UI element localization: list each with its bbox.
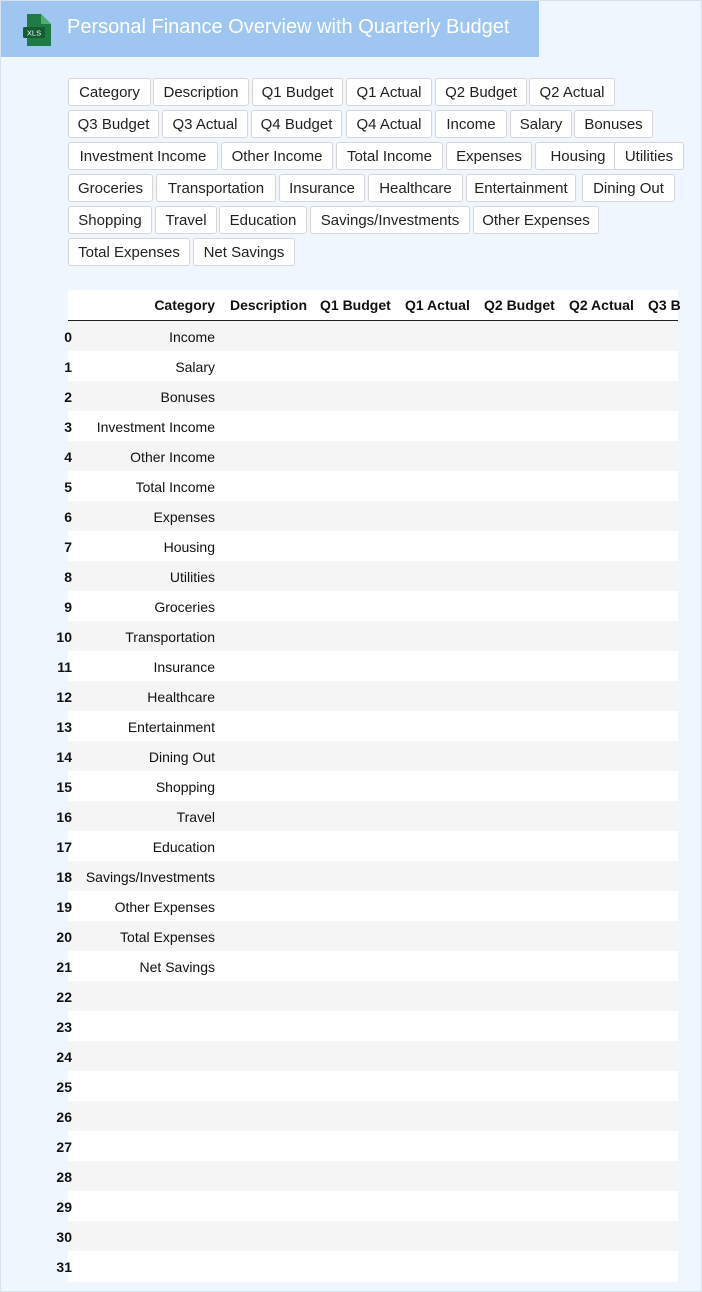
- column-header-q2-actual[interactable]: Q2 Actual: [569, 297, 634, 313]
- table-row[interactable]: [56, 711, 678, 741]
- category-cell: Education: [152, 839, 215, 855]
- column-toggle-q3-actual[interactable]: Q3 Actual: [162, 110, 248, 138]
- row-index: 26: [56, 1109, 72, 1125]
- table-row[interactable]: [56, 831, 678, 861]
- table-row[interactable]: [64, 381, 678, 411]
- row-index: 3: [64, 419, 72, 435]
- row-index: 29: [56, 1199, 72, 1215]
- column-toggle-investment-income[interactable]: Investment Income: [68, 142, 218, 170]
- category-cell: Expenses: [153, 509, 215, 525]
- data-grid: [56, 290, 681, 1282]
- column-header-q2-budget[interactable]: Q2 Budget: [484, 297, 555, 313]
- table-row[interactable]: [64, 321, 678, 351]
- column-toggle-net-savings[interactable]: Net Savings: [193, 238, 295, 266]
- column-header-q1-budget[interactable]: Q1 Budget: [320, 297, 391, 313]
- column-toggle-q2-actual[interactable]: Q2 Actual: [529, 78, 615, 106]
- category-cell: Income: [169, 329, 215, 345]
- column-toggle-expenses[interactable]: Expenses: [446, 142, 532, 170]
- row-index: 21: [56, 959, 72, 975]
- column-toggle-other-expenses[interactable]: Other Expenses: [473, 206, 599, 234]
- row-index: 15: [56, 779, 72, 795]
- table-row[interactable]: [56, 621, 678, 651]
- category-cell: Healthcare: [147, 689, 215, 705]
- column-toggle-transportation[interactable]: Transportation: [156, 174, 276, 202]
- category-cell: Total Expenses: [120, 929, 215, 945]
- row-index: 23: [56, 1019, 72, 1035]
- table-row[interactable]: [56, 1221, 678, 1251]
- table-row[interactable]: [56, 921, 678, 951]
- category-cell: Transportation: [125, 629, 215, 645]
- table-row[interactable]: [64, 531, 678, 561]
- column-toggle-bonuses[interactable]: Bonuses: [574, 110, 653, 138]
- row-index: 27: [56, 1139, 72, 1155]
- category-cell: Other Expenses: [114, 899, 215, 915]
- column-toggle-q2-budget[interactable]: Q2 Budget: [435, 78, 527, 106]
- column-toggle-utilities[interactable]: Utilities: [614, 142, 684, 170]
- column-header-q3-b[interactable]: Q3 B: [648, 297, 681, 313]
- column-toggle-savings-investments[interactable]: Savings/Investments: [310, 206, 470, 234]
- table-row[interactable]: [57, 651, 678, 681]
- column-toggle-housing[interactable]: Housing: [535, 142, 621, 170]
- category-cell: Housing: [163, 539, 215, 555]
- page-title: Personal Finance Overview with Quarterly Budget: [67, 16, 510, 38]
- xls-file-icon: [23, 14, 51, 46]
- category-cell: Entertainment: [127, 719, 215, 735]
- column-toggle-insurance[interactable]: Insurance: [279, 174, 365, 202]
- column-toggle-q1-budget[interactable]: Q1 Budget: [252, 78, 343, 106]
- row-index: 30: [56, 1229, 72, 1245]
- row-index: 0: [64, 329, 72, 345]
- row-index: 28: [56, 1169, 72, 1185]
- row-index: 5: [64, 479, 72, 495]
- table-row[interactable]: [56, 1161, 678, 1191]
- title-bar: [1, 1, 539, 57]
- table-row[interactable]: [64, 591, 678, 621]
- table-row[interactable]: [56, 1101, 678, 1131]
- category-cell: Investment Income: [96, 419, 215, 435]
- row-index: 22: [56, 989, 72, 1005]
- table-row[interactable]: [56, 681, 678, 711]
- row-index: 9: [64, 599, 72, 615]
- column-toggle-total-income[interactable]: Total Income: [336, 142, 443, 170]
- column-toggle-description[interactable]: Description: [153, 78, 249, 106]
- row-index: 16: [56, 809, 72, 825]
- row-index: 31: [56, 1259, 72, 1275]
- category-cell: Groceries: [154, 599, 215, 615]
- table-row[interactable]: [56, 1041, 678, 1071]
- column-toggle-salary[interactable]: Salary: [510, 110, 572, 138]
- category-cell: Utilities: [169, 569, 215, 585]
- row-index: 14: [56, 749, 72, 765]
- row-index: 25: [56, 1079, 72, 1095]
- row-index: 2: [64, 389, 72, 405]
- table-row[interactable]: [56, 771, 678, 801]
- grid-header: [68, 290, 681, 321]
- row-index: 11: [57, 659, 72, 675]
- column-toggle-education[interactable]: Education: [219, 206, 307, 234]
- column-toggle-entertainment[interactable]: Entertainment: [466, 174, 576, 202]
- row-index: 1: [64, 359, 72, 375]
- column-toggle-category[interactable]: Category: [68, 78, 151, 106]
- category-cell: Other Income: [130, 449, 215, 465]
- category-cell: Salary: [175, 359, 215, 375]
- row-index: 6: [64, 509, 72, 525]
- column-toggle-dining-out[interactable]: Dining Out: [582, 174, 675, 202]
- category-cell: Insurance: [153, 659, 215, 675]
- table-row[interactable]: [56, 951, 678, 981]
- table-row[interactable]: [56, 1011, 678, 1041]
- category-cell: Dining Out: [148, 749, 215, 765]
- column-header-category[interactable]: Category: [154, 297, 215, 313]
- table-row[interactable]: [56, 741, 678, 771]
- row-index: 12: [56, 689, 72, 705]
- column-header-q1-actual[interactable]: Q1 Actual: [405, 297, 470, 313]
- category-cell: Bonuses: [160, 389, 215, 405]
- row-index: 18: [56, 869, 72, 885]
- column-toggle-q4-budget[interactable]: Q4 Budget: [251, 110, 342, 138]
- table-row[interactable]: [64, 501, 678, 531]
- table-row[interactable]: [64, 561, 678, 591]
- table-row[interactable]: [64, 441, 678, 471]
- table-row[interactable]: [56, 1191, 678, 1221]
- column-header-description[interactable]: Description: [230, 297, 308, 313]
- column-toggle-healthcare[interactable]: Healthcare: [368, 174, 463, 202]
- row-index: 19: [56, 899, 72, 915]
- column-toggle-q1-actual[interactable]: Q1 Actual: [346, 78, 432, 106]
- row-index: 17: [56, 839, 72, 855]
- row-index: 20: [56, 929, 72, 945]
- row-index: 10: [56, 629, 72, 645]
- table-row[interactable]: [56, 1131, 678, 1161]
- row-index: 4: [64, 449, 72, 465]
- row-index: 24: [56, 1049, 72, 1065]
- category-cell: Net Savings: [139, 959, 215, 975]
- column-toggle-income[interactable]: Income: [435, 110, 507, 138]
- column-toggle-q4-actual[interactable]: Q4 Actual: [346, 110, 432, 138]
- category-cell: Shopping: [155, 779, 215, 795]
- table-row[interactable]: [56, 981, 678, 1011]
- column-toggle-travel[interactable]: Travel: [155, 206, 217, 234]
- category-cell: Savings/Investments: [85, 869, 215, 885]
- table-row[interactable]: [56, 801, 678, 831]
- column-toggle-groceries[interactable]: Groceries: [68, 174, 153, 202]
- row-index: 13: [56, 719, 72, 735]
- category-cell: Travel: [176, 809, 215, 825]
- xls-icon-label: XLS: [26, 28, 42, 38]
- column-toggle-other-income[interactable]: Other Income: [221, 142, 333, 170]
- table-row[interactable]: [56, 861, 678, 891]
- column-toggle-q3-budget[interactable]: Q3 Budget: [68, 110, 159, 138]
- table-row[interactable]: [56, 1251, 678, 1281]
- category-cell: Total Income: [135, 479, 215, 495]
- table-row[interactable]: [56, 1071, 678, 1101]
- column-toggle-shopping[interactable]: Shopping: [68, 206, 152, 234]
- row-index: 8: [64, 569, 72, 585]
- table-row[interactable]: [64, 411, 678, 441]
- table-row[interactable]: [64, 471, 678, 501]
- table-row[interactable]: [64, 351, 678, 381]
- row-index: 7: [64, 539, 72, 555]
- column-toggle-total-expenses[interactable]: Total Expenses: [68, 238, 190, 266]
- table-row[interactable]: [56, 891, 678, 921]
